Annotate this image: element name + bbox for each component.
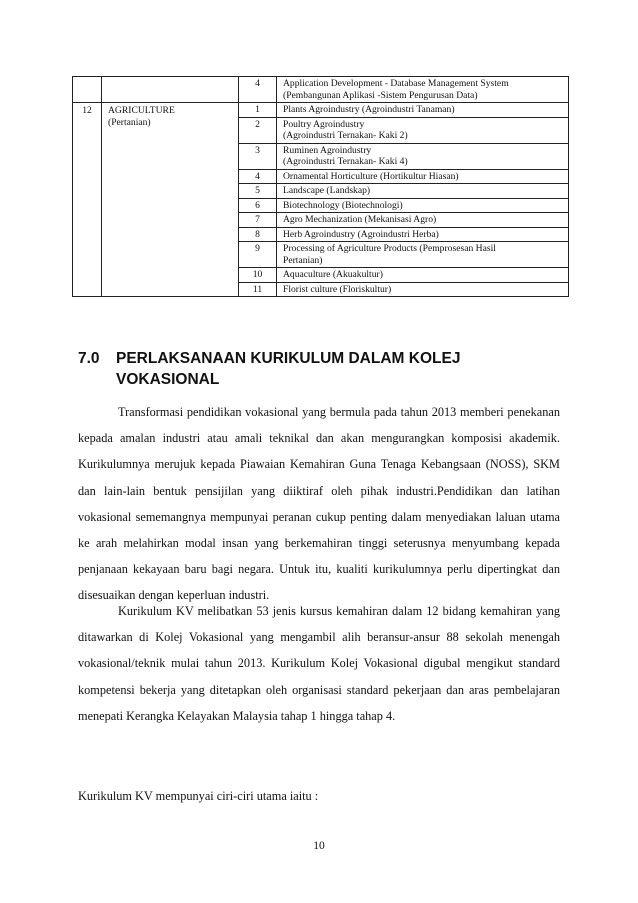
table-cell-desc — [277, 184, 569, 199]
table-cell-num: 2 — [239, 117, 277, 143]
course-name: Landscape (Landskap) — [283, 185, 371, 196]
table-cell-field — [102, 77, 239, 103]
course-name: Aquaculture (Akuakultur) — [283, 269, 383, 280]
table-cell-num: 11 — [239, 282, 277, 297]
field-name-malay: (Pertanian) — [108, 116, 151, 128]
table-cell-num: 6 — [239, 198, 277, 213]
curriculum-table — [72, 76, 569, 297]
course-name: Ruminen Agroindustry — [283, 144, 372, 156]
page-number: 10 — [313, 840, 325, 852]
table-row — [73, 77, 569, 103]
table-cell-desc — [277, 242, 569, 268]
table-cell-desc — [277, 77, 569, 103]
paragraph-transformasi: Transformasi pendidikan vokasional yang bermula pada tahun 2013 memberi penekanan kepada amalan industri atau amali teknikal dan akan mengurangkan komposisi akademik. Kurikulumnya merujuk kepada Piawaian Kemahiran Guna Tenaga Kebangsaan (NOSS), SKM dan lain-lain bentuk pensijilan yang diiktiraf oleh pihak industri.Pendidikan dan latihan vokasional sememangnya mempunyai peranan cukup penting dalam menyediakan laluan utama ke arah melahirkan modal insan yang berkemahiran tinggi seterusnya menyumbang kepada penjanaan kekayaan baru bagi negara. Untuk itu, kualiti kurikulumnya perlu dipertingkat dan disesuaikan dengan keperluan industri. — [78, 405, 560, 603]
course-name: Processing of Agriculture Products (Pemprosesan Hasil — [283, 243, 496, 254]
table-cell-desc — [277, 268, 569, 283]
table-cell-num: 8 — [239, 227, 277, 242]
table-cell-num: 5 — [239, 184, 277, 199]
table-cell-desc — [277, 103, 569, 118]
course-name-malay: (Agroindustri Ternakan- Kaki 2) — [283, 130, 408, 141]
section-heading — [78, 348, 498, 390]
table-cell-desc — [277, 169, 569, 184]
table-cell-num: 4 — [239, 77, 277, 103]
table-cell-num: 1 — [239, 103, 277, 118]
course-name: Application Development - Database Management System — [283, 78, 509, 89]
table-cell-desc — [277, 213, 569, 228]
table-cell-no — [73, 77, 102, 103]
table-cell-num: 9 — [239, 242, 277, 268]
table-cell-num: 4 — [239, 169, 277, 184]
table-cell-num: 3 — [239, 143, 277, 169]
table-cell-num: 10 — [239, 268, 277, 283]
course-name: Ornamental Horticulture (Hortikultur Hiasan) — [283, 170, 459, 182]
table-cell-desc — [277, 198, 569, 213]
course-name: Agro Mechanization (Mekanisasi Agro) — [283, 214, 437, 225]
section-number: 7.0 — [78, 350, 100, 367]
field-name: AGRICULTURE — [108, 105, 175, 116]
list-intro: Kurikulum KV mempunyai ciri-ciri utama iaitu : — [78, 789, 319, 803]
table-row — [73, 103, 569, 118]
course-name-malay: (Agroindustri Ternakan- Kaki 4) — [283, 156, 408, 167]
course-name: Poultry Agroindustry — [283, 118, 365, 130]
table-cell-desc — [277, 143, 569, 169]
course-name: Herb Agroindustry (Agroindustri Herba) — [283, 228, 439, 240]
course-name: Plants Agroindustry (Agroindustri Tanaman) — [283, 104, 455, 115]
paragraph-kurikulum-kv: Kurikulum KV melibatkan 53 jenis kursus kemahiran dalam 12 bidang kemahiran yang ditawarkan di Kolej Vokasional yang mengambil alih beransur-ansur 88 sekolah menengah vokasional/teknik mulai tahun 2013. Kurikulum Kolej Vokasional digubal mengikut standard kompetensi bekerja yang ditetapkan oleh organisasi standard pekerjaan dan aras pembelajaran menepati Kerangka Kelayakan Malaysia tahap 1 hingga tahap 4. — [78, 604, 560, 723]
table-cell-field — [102, 103, 239, 297]
course-name: Florist culture (Floriskultur) — [283, 283, 392, 295]
course-name-malay: Pertanian) — [283, 254, 323, 266]
table-cell-no: 12 — [73, 103, 102, 297]
table-cell-desc — [277, 227, 569, 242]
table-cell-desc — [277, 282, 569, 297]
table-cell-desc — [277, 117, 569, 143]
course-name-malay: (Pembangunan Aplikasi -Sistem Pengurusan Data) — [283, 89, 478, 101]
table-cell-num: 7 — [239, 213, 277, 228]
section-title: PERLAKSANAAN KURIKULUM DALAM KOLEJ VOKASIONAL — [116, 350, 461, 388]
course-name: Biotechnology (Biotechnologi) — [283, 199, 403, 211]
